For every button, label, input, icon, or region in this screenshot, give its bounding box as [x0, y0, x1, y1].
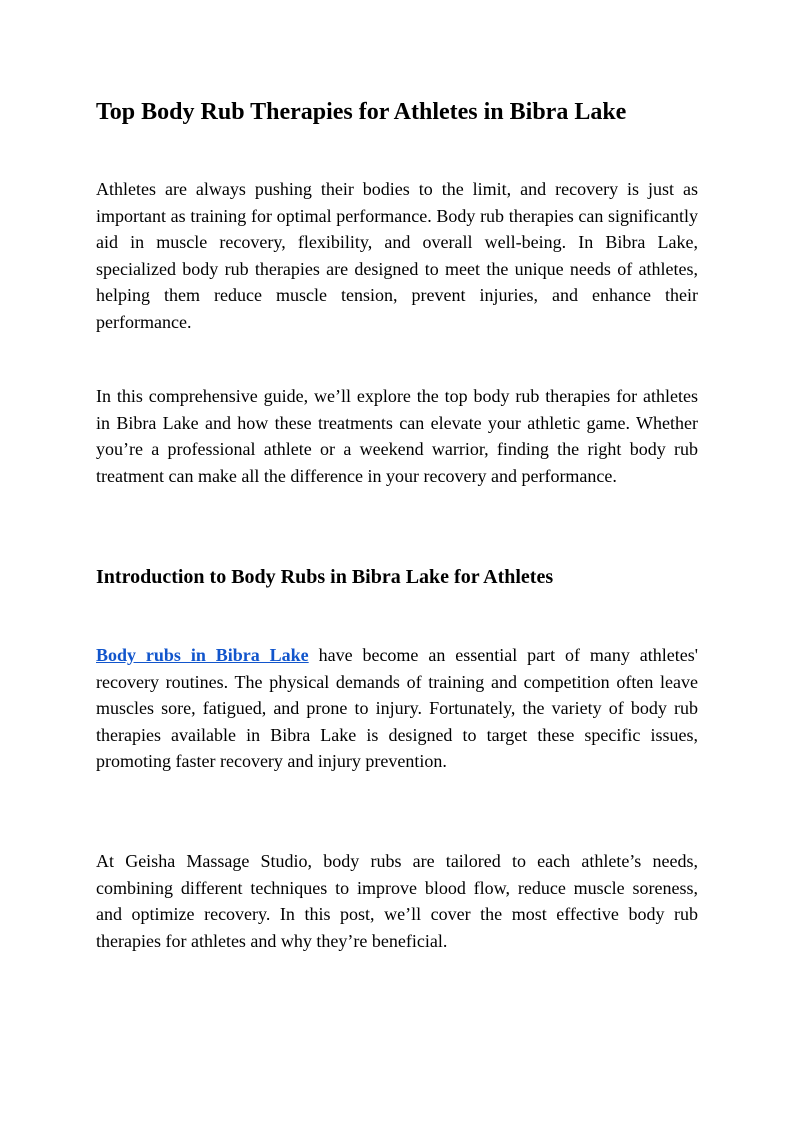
studio-paragraph: At Geisha Massage Studio, body rubs are tailored to each athlete’s needs, combining different techniques to improve blood flow, reduce muscle soreness, and optimize recovery. In this post, we’ll cover the most effective body rub therapies for athletes and why they’re beneficial.: [96, 851, 698, 951]
body-rubs-paragraph-text: have become an essential part of many athletes' recovery routines. The physical demands of training and competition often leave muscles sore, fatigued, and prone to injury. Fortunately, the variety of body rub therapies available in Bibra Lake is designed to target these specific issues, promoting faster recovery and injury prevention.: [96, 645, 698, 771]
section-heading: Introduction to Body Rubs in Bibra Lake for Athletes: [96, 566, 554, 588]
intro-paragraph: Athletes are always pushing their bodies to the limit, and recovery is just as important as training for optimal performance. Body rub therapies can significantly aid in muscle recovery, flexibility, and overall well-being. In Bibra Lake, specialized body rub therapies are designed to meet the unique needs of athletes, helping them reduce muscle tension, prevent injuries, and enhance their performance.: [96, 179, 698, 332]
body-rubs-link[interactable]: Body rubs in Bibra Lake: [96, 645, 309, 665]
page-title: Top Body Rub Therapies for Athletes in Bibra Lake: [96, 99, 627, 125]
guide-paragraph: In this comprehensive guide, we’ll explore the top body rub therapies for athletes in Bibra Lake and how these treatments can elevate your athletic game. Whether you’re a professional athlete or a weekend warrior, finding the right body rub treatment can make all the difference in your recovery and performance.: [96, 386, 698, 486]
body-rubs-paragraph: [96, 642, 698, 775]
